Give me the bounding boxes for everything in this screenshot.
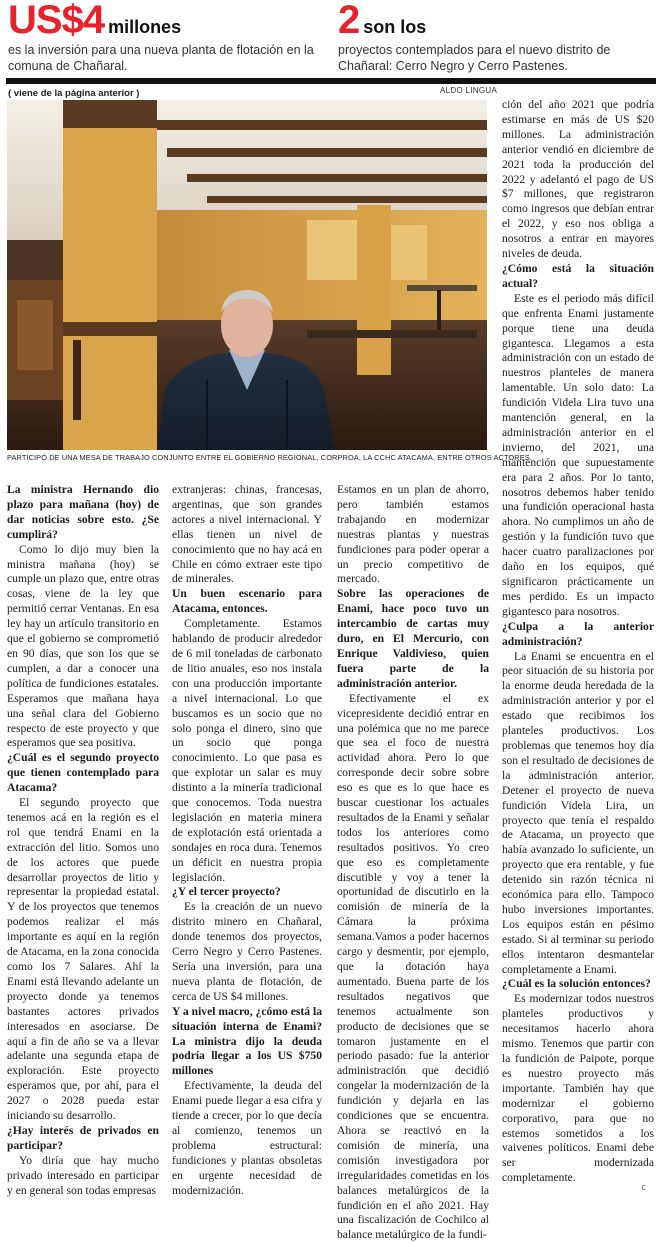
column-1	[7, 483, 159, 1199]
paragraph: Es la creación de un nuevo distrito minero en Chañaral, donde tenemos dos proyectos, Cerro Negro y Cerro Pastenes. Sería una inversión, para una nueva planta de flotación, de cerca de US $4 millones.	[172, 900, 322, 1003]
question: La ministra Hernando dio plazo para mañana (hoy) de dar noticias sobre esto. ¿Se cumplirá?	[7, 483, 159, 541]
paragraph: Efectivamente el ex vicepresidente decidió entrar en una polémica que no me parece que sea el foco de nuestra actividad ahora. Pero lo que corresponde decir sobre sobre eso es que es lo que hace es buscar cuestionar los actuales resultados de la Enami y señalar todos los anteriores como resultados positivos. Yo creo que eso es completamente discutible y voy a tener la oportunidad de discutirlo en la comisión de minería de la Cámara la próxima semana.Vamos a poder hacernos cargo y desmentir, por ejemplo, que la dotación haya aumentado. Buena parte de los resultados negativos que tenemos actualmente son producto de decisiones que se tomaron justamente en el periodo pasado: fue la anterior administración que decidió congelar la modernización de la fundición y dejarla en las condiciones que se encuentra. Ahora se reactivó en la comisión de minería, una comisión investigadora por irregularidades cometidas en los balances metalúrgicos de la fundición en el año 2021. Hay una fiscalización de Cochilco al balance metalúrgico de la fundi-	[337, 691, 489, 1242]
photo-caption: PARTICIPÓ DE UNA MESA DE TRABAJO CONJUNTO ENTRE EL GOBIERNO REGIONAL, CORPROA, LA CCHC ATACAMA, ENTRE OTROS ACTORES.	[7, 453, 532, 462]
question: ¿Cómo está la situación actual?	[502, 261, 654, 290]
paragraph: Este es el periodo más difícil que enfrenta Enami justamente porque tiene una deuda gigantesca. Llegamos a esta administración con un estado de nuestros planteles de manera lamentable. Un solo dato: La fundición Videla Lira tuvo una mantención general, en la administración anterior en el invierno, del 2021, una mantención que supuestamente era para 2 años. Por lo tanto, nosotros debemos haber tenido una fundición operacional hasta ahora. No cumplimos un año de gestión y la fundición tuvo que hacer cuatro paralizaciones por daño en los equipos, qué significaron prácticamente un mes perdido. Es un impacto gigantesco para nosotros.	[502, 291, 654, 618]
header-left-unit: millones	[108, 17, 182, 37]
header-left-description: es la inversión para una nueva planta de flotación en la comuna de Chañaral.	[8, 43, 314, 73]
question: Y a nivel macro, ¿cómo está la situación interna de Enami? La ministra dijo la deuda podría llegar a los US $750 millones	[172, 1004, 322, 1078]
header-left-figure: US$4	[8, 0, 105, 42]
header-right-unit: son los	[363, 17, 427, 37]
paragraph: Efectivamente, la deuda del Enami puede llegar a esa cifra y tiende a crecer, por lo que decía al comienzo, tenemos un problema estructural: fundiciones y plantas obsoletas en urgente necesidad de modernización.	[172, 1079, 322, 1197]
question: ¿Cuál es la solución entonces?	[502, 977, 651, 991]
question: Sobre las operaciones de Enami, hace poco tuvo un intercambio de cartas muy duro, en El Mercurio, con Enrique Valdivieso, quien fuera parte de la administración anterior.	[337, 587, 489, 690]
header-right-description: proyectos contemplados para el nuevo distrito de Chañaral: Cerro Negro y Cerro Pastenes.	[338, 43, 611, 73]
paragraph: La Enami se encuentra en el peor situación de su historia por la enorme deuda heredada de la administración anterior y por el estado que recibimos los planteles productivos. Los problemas que tenemos hoy día son el resultado de decisiones de la administración anterior. Detener el proyecto de nueva fundición Videla Lira, un proyecto que tenía el respaldo de Atacama, un proyecto que había avanzado lo suficiente, un proyecto que era rentable, y fue detenido sin razón técnica ni económica para ello. Tampoco hubo inversiones importantes. Los equipos están en pésimo estado. Si al terminar su periodo ellos intentaron desmantelar completamente a Enami.	[502, 649, 654, 976]
header-right-figure: 2	[338, 0, 360, 42]
question: Un buen escenario para Atacama, entonces.	[172, 587, 322, 616]
paragraph: extranjeras: chinas, francesas, argentinas, que son grandes actores a nivel internacional. Y ellas tienen un nivel de conocimiento que no hay acá en Chile en cómo extraer este tipo de minerales.	[172, 483, 322, 586]
photo-credit: ALDO LINGUA	[440, 86, 498, 95]
paragraph: El segundo proyecto que tenemos acá en la región es el rol que tendrá Enami en la extracción del litio. Somos uno de los actores que puede desarrollar proyectos de litio y representar la propiedad estatal. Y de los proyectos que tenemos podemos realizar el más importante es aquí en la región de Atacama, en la zona conocida como los 7 Salares. Ahí la Enami está llevando adelante un proyecto donde ya tenemos bastantes actores privados interesados en asociarse. De aquí a fin de año se va a llevar adelante una segunda etapa de exploración. Este proyecto esperamos que, por ahí, para el 2027 o 2028 pueda estar iniciando su desarrollo.	[7, 796, 159, 1123]
column-2	[172, 483, 322, 1199]
end-of-article-mark: ꟲ	[641, 1184, 646, 1196]
photo-illustration	[7, 100, 487, 450]
question: ¿Culpa a la anterior administración?	[502, 619, 654, 648]
paragraph: ción del año 2021 que podría estimarse en más de US $20 millones. La administración anterior vendió en diciembre de 2021 toda la producción del 2022 y adelantó el pago de US $7 millones, que registraron como ingresos que debían entrar el 2022, y eso nos obliga a nosotros a entrar en mayores niveles de deuda.	[502, 98, 654, 261]
header-left	[8, 0, 328, 76]
paragraph: Completamente. Estamos hablando de producir alrededor de 6 mil toneladas de carbonato de litio anuales, eso nos instala con una producción importante a nivel internacional. Lo que buscamos es un socio que no solo ponga el dinero, sino que un socio que ponga conocimiento. Lo que pasa es que explotar un salar es muy distinto a la minería tradicional que conocemos. Toda nuestra legislación en materia minera de explotación está orientada a sondajes en roca dura. Tenemos un déficit en nuestra propia legislación.	[172, 617, 322, 884]
paragraph: Es modernizar todos nuestros planteles productivos y necesitamos hacerlo ahora mismo. Tenemos que partir con la fundición de Paipote, porque es nuestro proyecto más importante. También hay que modernizar el gobierno corporativo, para que no estemos sometidos a los vaivenes políticos. Enami debe ser modernizada completamente.	[502, 992, 654, 1185]
column-4	[502, 98, 654, 1186]
question: ¿Y el tercer proyecto?	[172, 885, 281, 899]
column-3	[337, 483, 489, 1243]
paragraph: Estamos en un plan de ahorro, pero también estamos trabajando en modernizar nuestras plantas y nuestras fundiciones para poder operar a un precio competitivo de mercado.	[337, 483, 489, 586]
interview-photo	[7, 100, 487, 450]
paragraph: Como lo dijo muy bien la ministra mañana (hoy) se cumple un plazo que, entre otras cosas, viene de la ley que permitió cerrar Ventanas. En esa ley hay un artículo transitorio en que el gobierno se comprometió en 90 días, que son los que se cumplen, a dar a conocer una política de fundiciones estatales. Esperamos que mañana haya una señal clara del Gobierno respecto de este proyecto y que esperamos que sea positiva.	[7, 542, 159, 750]
question: ¿Hay interés de privados en participar?	[7, 1123, 159, 1152]
continued-note: ( viene de la página anterior )	[8, 88, 140, 99]
header-divider	[6, 78, 656, 84]
question: ¿Cuál es el segundo proyecto que tienen contemplado para Atacama?	[7, 751, 159, 795]
header-right	[338, 0, 654, 76]
paragraph: Yo diría que hay mucho privado interesado en participar y en general son todas empresas	[7, 1153, 159, 1197]
